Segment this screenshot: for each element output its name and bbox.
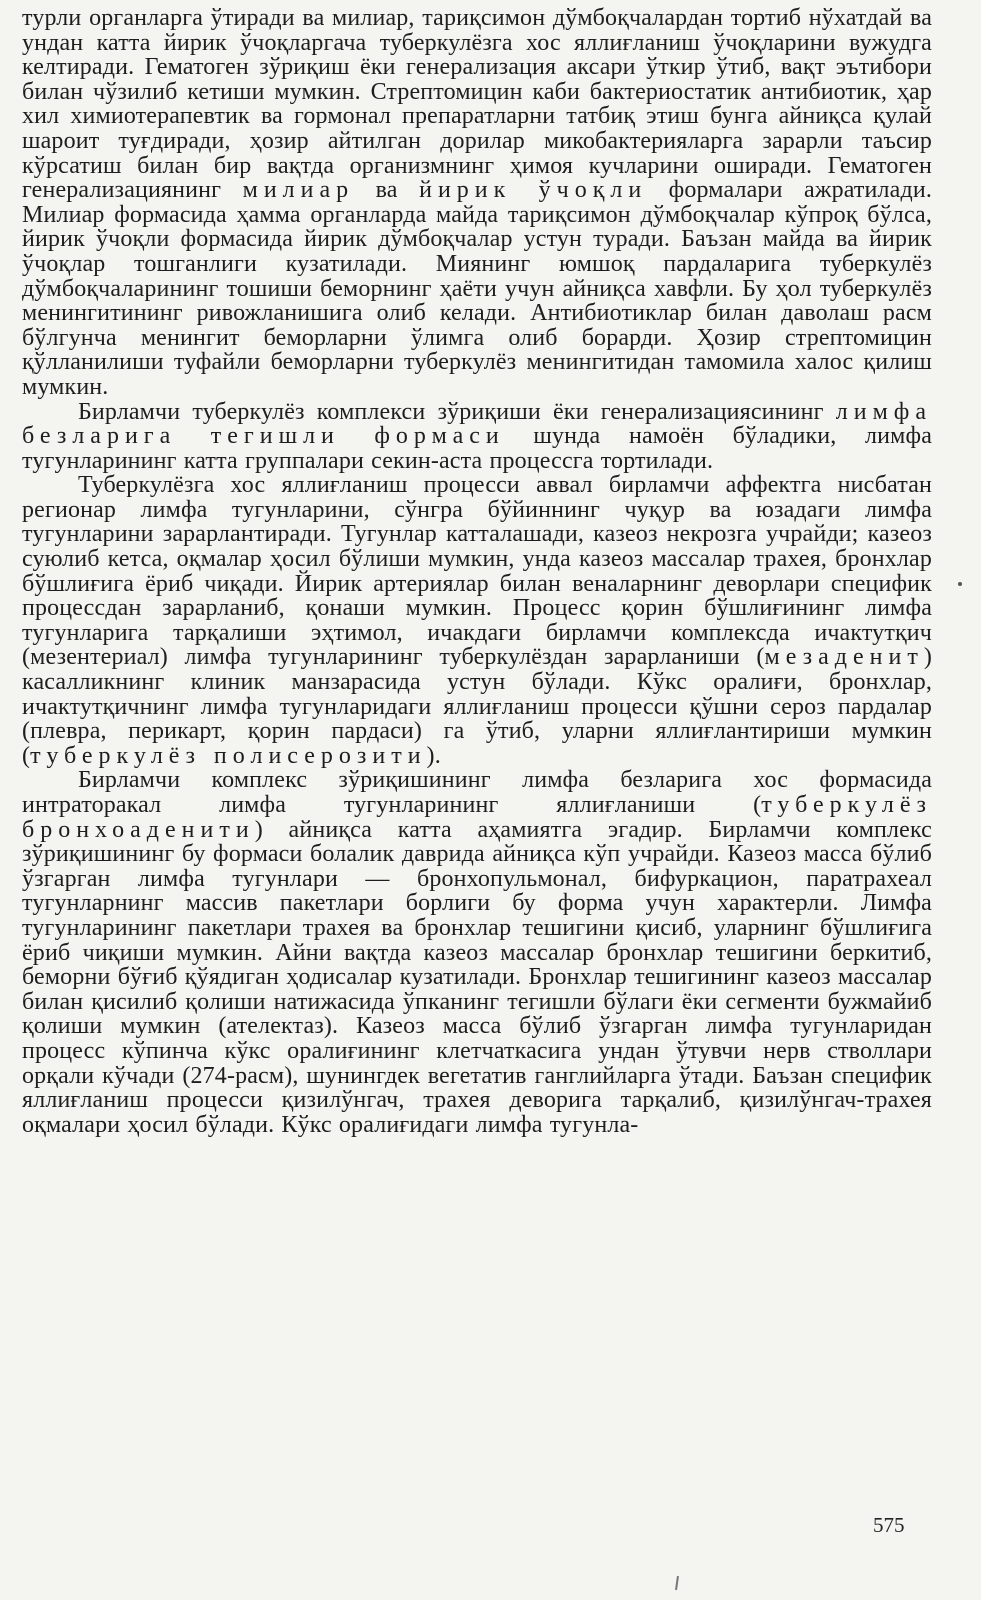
margin-dot: [958, 582, 962, 586]
text-segment: шунда намоён бўладики, лимфа тугунларининг катта группалари секин-аста процессга тортилади.: [22, 423, 933, 474]
text-segment: ) касалликнинг клиник манзарасида устун бўлади. Кўкс оралиғи, бронхлар, ичактутқичнинг лимфа тугунларидаги яллиғланиш процесси қўшни сероз пардалар (плевра, перикарт, қорин пардаси) га ўтиб, уларни яллиғлантириши мумкин (: [22, 644, 932, 769]
spaced-emphasis-text: мезаденит: [764, 644, 924, 671]
text-segment: ).: [426, 742, 441, 769]
document-page: [22, 6, 932, 1137]
text-segment: ) айниқса катта аҳамиятга эгадир. Бирламчи комплекс зўриқишининг бу формаси болалик даврида айниқса кўп учрайди. Казеоз масса бўлиб ўзгарган лимфа тугунлари — бронхопульмонал, бифуркацион, паратрахеал тугунларнинг массив пакетлари борлиги бу форма учун характерли. Лимфа тугунларининг пакетлари трахея ва бронхлар тешигини қисиб, уларнинг бўшлиғига ёриб чиқиши мумкин. Айни вақтда казеоз массалар бронхлар тешигини беркитиб, беморни бўғиб қўядиган ҳодисалар кузатилади. Бронхлар тешигининг казеоз массалар билан қисилиб қолиши натижасида ўпканинг тегишли бўлаги ёки сегменти бужмайиб қолиши мумкин (ателектаз). Казеоз масса бўлиб ўзгарган лимфа тугунларидан процесс кўпинча кўкс оралиғининг клетчаткасига ундан ўтувчи нерв стволлари орқали кўчади (274-расм), шунингдек вегетатив ганглийларга ўтади. Баъзан специфик яллиғланиш процесси қизилўнгач, трахея деворига тарқалиб, қизилўнгач-трахея оқмалари ҳосил бўлади. Кўкс оралиғидаги лимфа тугунла-: [22, 816, 932, 1138]
page-number: 575: [873, 1513, 905, 1537]
text-segment: Бирламчи комплекс зўриқишининг лимфа безларига хос формасида интраторакал лимфа тугунларининг яллиғланиши (: [22, 767, 932, 818]
paragraph-3: [22, 473, 932, 768]
paragraph-4: [22, 768, 932, 1137]
spaced-emphasis-text: туберкулёз бронхоаденити: [22, 792, 932, 843]
text-segment: ва: [354, 177, 420, 204]
text-segment: Бирламчи туберкулёз комплекси зўриқиши ёки генерализациясининг: [78, 398, 836, 425]
margin-tick: [675, 1576, 679, 1590]
text-segment: турли органларга ўтиради ва милиар, тариқсимон дўмбоқчалардан тортиб нўхатдай ва ундан катта йирик ўчоқларгача туберкулёзга хос яллиғланиш ўчоқларини вужудга келтиради. Гематоген зўриқиш ёки генерализация аксари ўткир ўтиб, вақт эътибори билан чўзилиб кетиши мумкин. Стрептомицин каби бактериостатик антибиотик, ҳар хил химиотерапевтик ва гормонал препаратларни татбиқ этиш бунга айниқса қулай шароит туғдиради, ҳозир айтилган дорилар микобактерияларга зарарли таъсир кўрсатиш билан бир вақтда организмнинг ҳимоя кучларини оширади. Гематоген генерализациянинг: [22, 5, 932, 204]
paragraph-2: [22, 400, 932, 474]
spaced-emphasis-text: милиар: [242, 177, 355, 204]
spaced-emphasis-text: йирик ўчоқли: [419, 177, 648, 204]
spaced-emphasis-text: туберкулёз полисерозити: [30, 742, 427, 769]
paragraph-1: [22, 6, 932, 400]
spaced-emphasis-text: лимфа безларига тегишли формаси: [22, 398, 932, 450]
text-segment: формалари ажратилади. Милиар формасида ҳамма органларда майда тариқсимон дўмбоқчалар кўпроқ бўлса, йирик ўчоқли формасида йирик дўмбоқчалар устун туради. Баъзан майда ва йирик ўчоқлар тошганлиги кузатилади. Миянинг юмшоқ пардаларига туберкулёз дўмбоқчаларининг тошиши беморнинг ҳаёти учун айниқса хавфли. Бу ҳол туберкулёз менингитининг ривожланишига олиб келади. Антибиотиклар билан даволаш расм бўлгунча менингит беморларни ўлимга олиб борарди. Ҳозир стрептомицин қўлланилиши туфайли беморларни туберкулёз менингитидан тамомила халос қилиш мумкин.: [22, 177, 932, 400]
text-segment: Туберкулёзга хос яллиғланиш процесси аввал бирламчи аффектга нисбатан регионар лимфа тугунларини, сўнгра бўйиннинг чуқур ва юзадаги лимфа тугунларини зарарлантиради. Тугунлар катталашади, казеоз некрозга учрайди; казеоз суюлиб кетса, оқмалар ҳосил бўлиши мумкин, унда казеоз массалар трахея, бронхлар бўшлиғига ёриб чиқади. Йирик артериялар билан веналарнинг деворлари специфик процессдан зарарланиб, қонаши мумкин. Процесс қорин бўшлиғининг лимфа тугунларига тарқалиши эҳтимол, ичакдаги бирламчи комплексда ичактутқич (мезентериал) лимфа тугунларининг туберкулёздан зарарланиши (: [22, 472, 932, 671]
